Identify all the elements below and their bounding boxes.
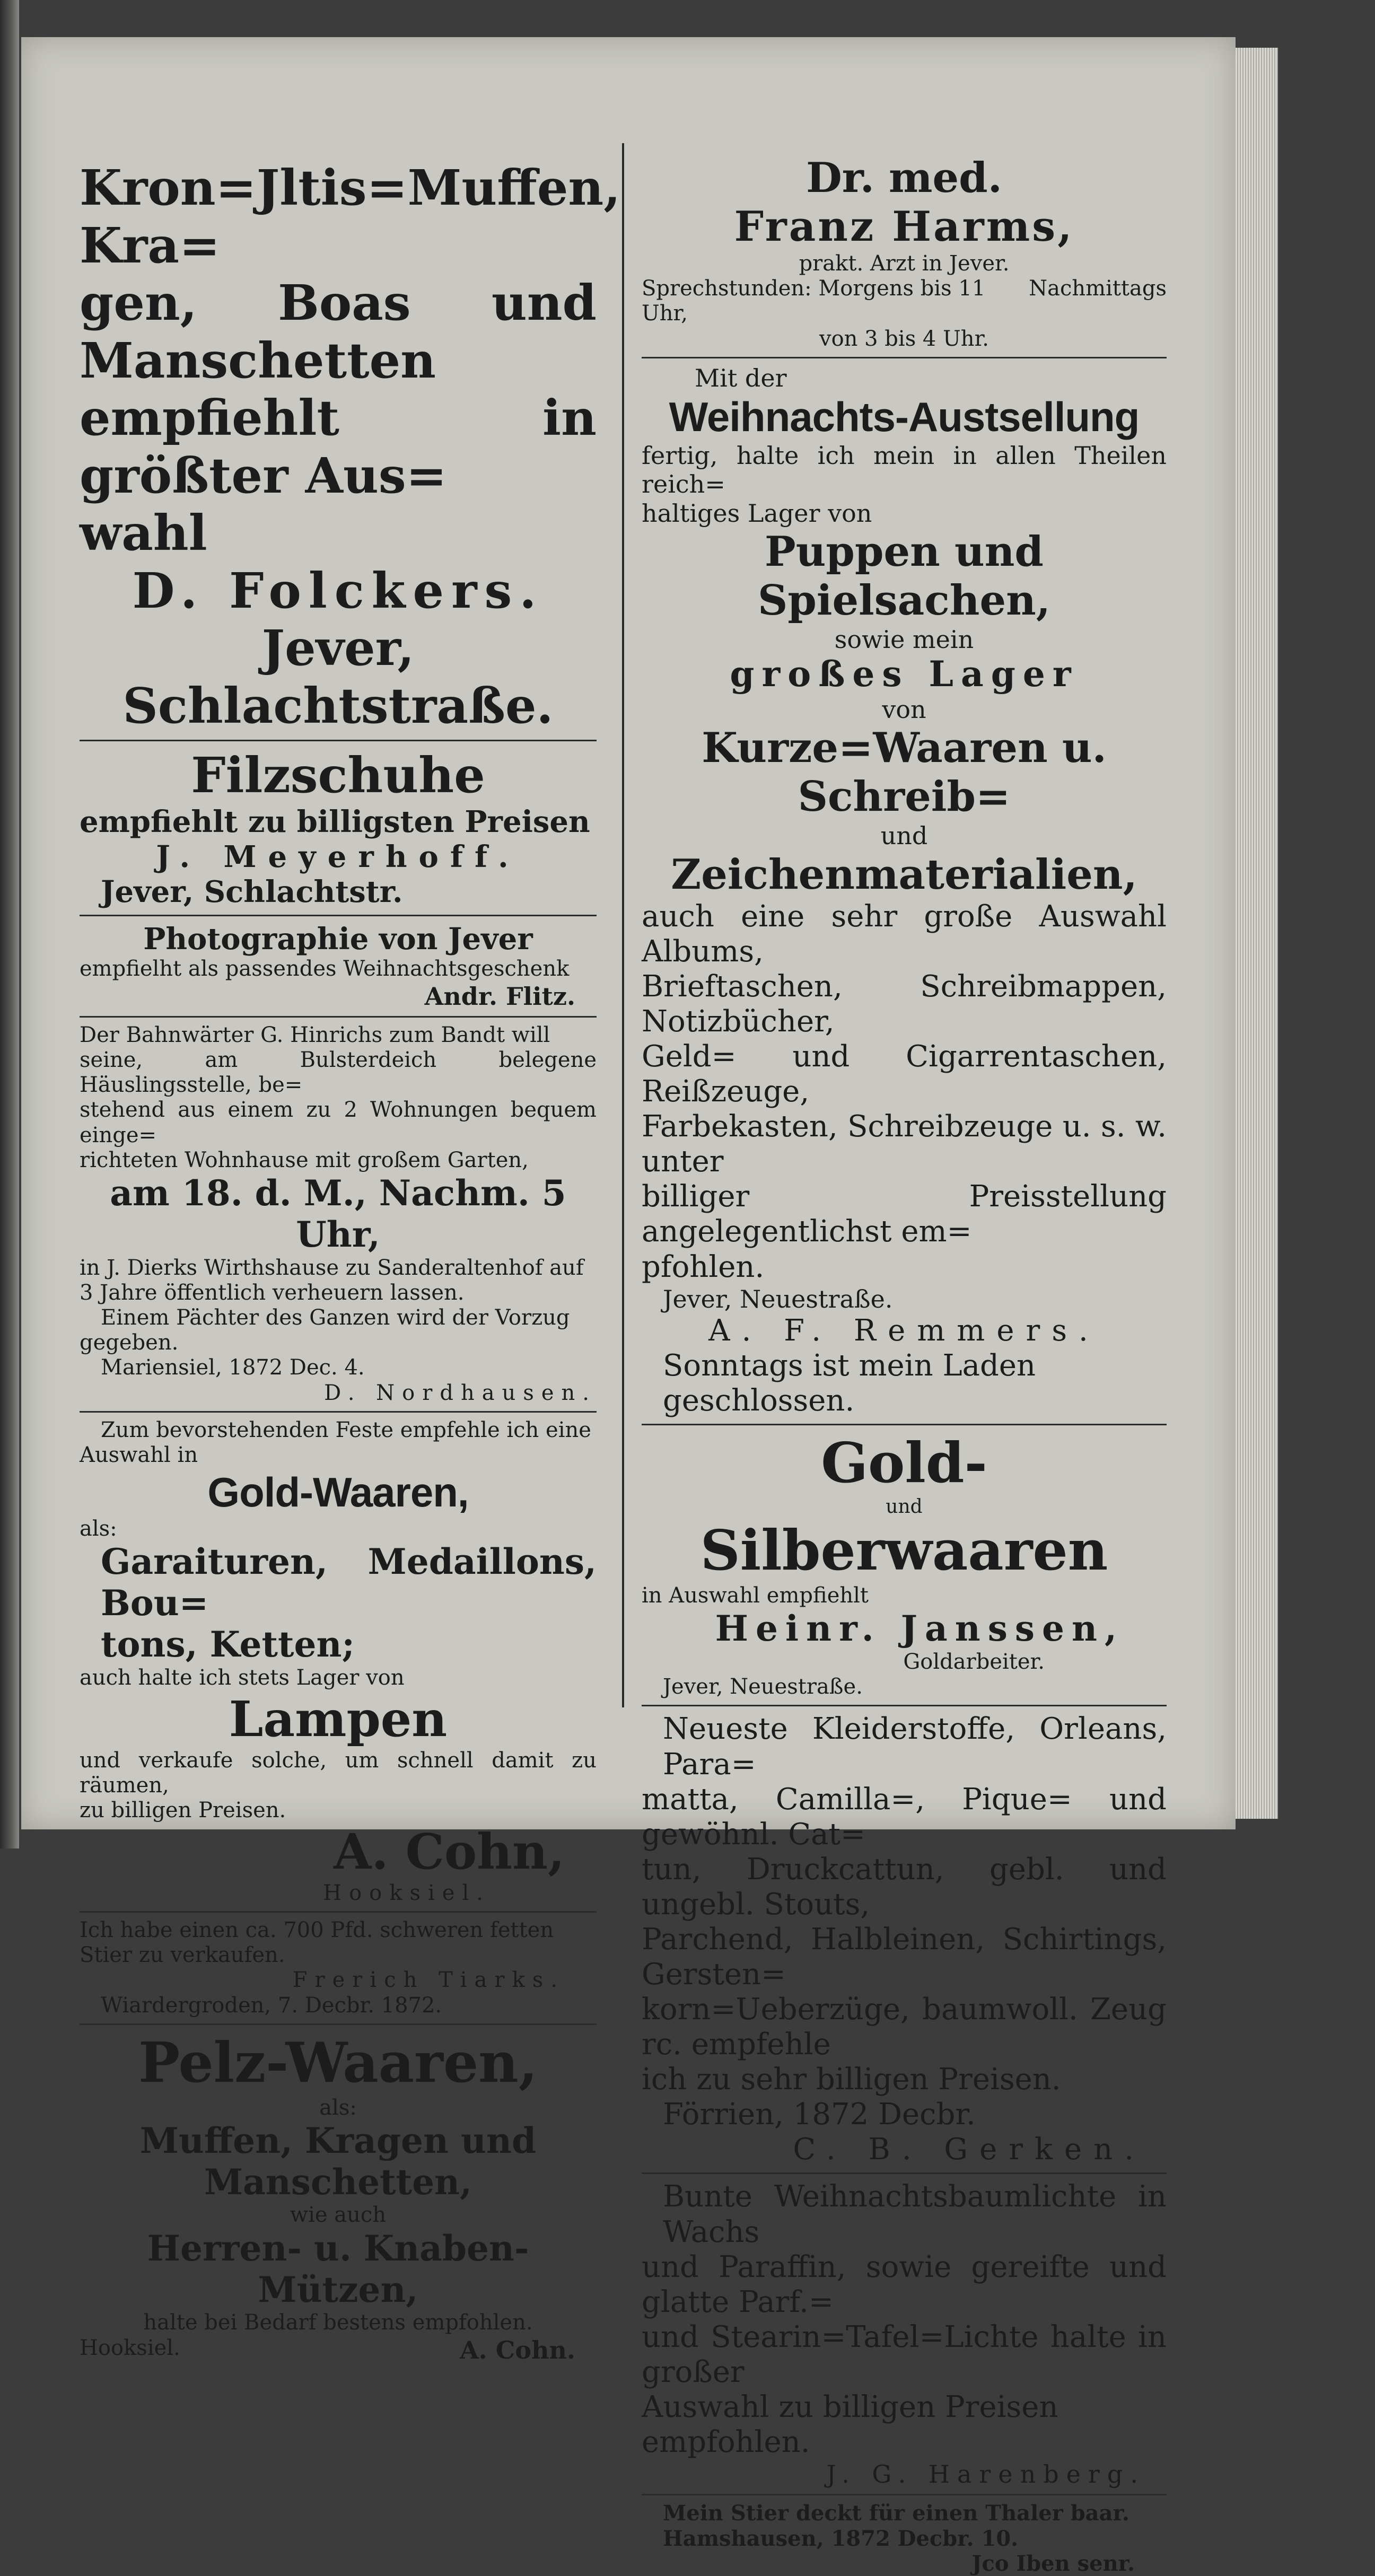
ad-line: Stier zu verkaufen. xyxy=(80,1943,285,1968)
ad-signature: A. F. Remmers. xyxy=(708,1313,1100,1348)
ad-separator xyxy=(642,2172,1167,2174)
ad-headline: Puppen und Spielsachen, xyxy=(758,527,1050,625)
ad-line: Herren- u. Knaben-Mützen, xyxy=(147,2227,529,2310)
ad-line: Mit der xyxy=(695,363,787,392)
ad-headline: Weihnachts-Austsellung xyxy=(669,393,1140,441)
ad-separator xyxy=(642,2494,1167,2495)
ad-role: prakt. Arzt in Jever. xyxy=(799,251,1010,276)
ad-line: Einem Pächter des Ganzen wird der Vorzug xyxy=(101,1305,570,1330)
ad-note: Sonntags ist mein Laden geschlossen. xyxy=(663,1348,1036,1418)
ad-line: stehend aus einem zu 2 Wohnungen bequem einge= xyxy=(80,1098,597,1147)
ad-place-date: Förrien, 1872 Decbr. xyxy=(663,2097,976,2132)
ad-line: als: xyxy=(80,1517,117,1541)
ad-line: gegeben. xyxy=(80,1330,179,1355)
ad-iben xyxy=(642,2501,1167,2576)
ad-signature: J. Meyerhoff. xyxy=(156,839,520,875)
ad-address: Jever, Neuestraße. xyxy=(663,1284,893,1313)
ad-headline: Zeichenmaterialien, xyxy=(671,850,1137,899)
ad-gold-waaren-cohn xyxy=(80,1418,597,1906)
ad-line: und verkaufe solche, um schnell damit zu räumen, xyxy=(80,1748,597,1798)
ad-address: Jever, Schlachtstraße. xyxy=(122,619,554,734)
ad-bahnwaerter xyxy=(80,1023,597,1406)
ad-line: Parchend, Halbleinen, Schirtings, Gersten= xyxy=(642,1922,1167,1992)
ad-line: Hamshausen, 1872 Decbr. 10. xyxy=(663,2526,1019,2551)
ad-signature: Jco Iben senr. xyxy=(971,2551,1135,2576)
ad-line: 3 Jahre öffentlich verheuern lassen. xyxy=(80,1280,465,1305)
ad-line: Bunte Weihnachtsbaumlichte in Wachs xyxy=(663,2179,1167,2249)
ad-line: Mein Stier deckt für einen Thaler baar. xyxy=(663,2501,1129,2526)
ad-signature: Heinr. Janssen, xyxy=(715,1608,1124,1650)
ad-signature: D. Nordhausen. xyxy=(324,1380,597,1405)
ad-line: großes Lager xyxy=(730,653,1079,695)
ad-line: tun, Druckcattun, gebl. und ungebl. Stouts, xyxy=(642,1852,1167,1922)
book-spine-shadow xyxy=(0,0,19,1848)
ad-footer-row xyxy=(80,2336,597,2364)
ad-address: Jever, Neuestraße. xyxy=(663,1675,863,1699)
ad-separator xyxy=(80,1411,597,1413)
ad-line: Auswahl zu billigen Preisen empfohlen. xyxy=(642,2389,1058,2459)
ad-line: ich zu sehr billigen Preisen. xyxy=(642,2062,1061,2097)
ad-signature: J. G. Harenberg. xyxy=(826,2460,1145,2489)
ad-line: richteten Wohnhause mit großem Garten, xyxy=(80,1147,529,1172)
ad-separator xyxy=(642,1705,1167,1706)
ad-dr-harms xyxy=(642,154,1167,352)
ad-line: Zum bevorstehenden Feste empfehle ich eine xyxy=(101,1417,591,1442)
ad-line: halte bei Bedarf bestens empfohlen. xyxy=(143,2310,533,2335)
ad-separator xyxy=(80,1016,597,1018)
ad-signature: D. Folckers. xyxy=(132,562,544,619)
ad-hours: Nachmittags xyxy=(1029,276,1167,301)
ad-line: Der Bahnwärter G. Hinrichs zum Bandt will xyxy=(80,1022,550,1047)
ad-separator xyxy=(80,1911,597,1913)
ad-line: pfohlen. xyxy=(642,1249,765,1284)
ad-separator xyxy=(80,2023,597,2025)
ad-line: von xyxy=(882,695,926,724)
right-column xyxy=(642,154,1167,2576)
ad-line: empfiehlt in größter Aus= xyxy=(80,389,597,504)
ad-address: Jever, Schlachtstr. xyxy=(101,874,403,910)
ad-gerken xyxy=(642,1712,1167,2167)
ad-separator xyxy=(642,1424,1167,1425)
ad-signature: A. Cohn. xyxy=(460,2335,575,2364)
ad-line: Muffen, Kragen und Manschetten, xyxy=(139,2119,537,2203)
ad-headline: Kurze=Waaren u. Schreib= xyxy=(702,724,1107,821)
ad-line: tons, Ketten; xyxy=(101,1624,355,1666)
ad-line: als: xyxy=(319,2095,357,2120)
ad-signature: A. Cohn, xyxy=(334,1823,565,1881)
ad-name: Franz Harms, xyxy=(734,203,1074,251)
ad-separator xyxy=(80,915,597,916)
ad-line: sowie mein xyxy=(834,625,974,654)
ad-place: Hooksiel. xyxy=(80,2335,180,2360)
ad-line: Kron=Jltis=Muffen, Kra= xyxy=(80,159,621,274)
ad-hours-row xyxy=(642,276,1167,326)
ad-separator xyxy=(642,357,1167,358)
ad-line: empfielht als passendes Weihnachtsgeschenk xyxy=(80,957,570,982)
ad-line: und Paraffin, sowie gereifte und glatte Parf.= xyxy=(642,2249,1167,2319)
ad-line: seine, am Bulsterdeich belegene Häuslingsstelle, be= xyxy=(80,1047,597,1098)
ad-line: und Stearin=Tafel=Lichte halte in großer xyxy=(642,2319,1167,2389)
ad-line: Geld= und Cigarrentaschen, Reißzeuge, xyxy=(642,1039,1167,1109)
ad-line: Farbekasten, Schreibzeuge u. s. w. unter xyxy=(642,1109,1167,1179)
ad-headline: Gold- xyxy=(821,1430,987,1496)
ad-line: auch halte ich stets Lager von xyxy=(80,1666,405,1690)
ad-line: gen, Boas und Manschetten xyxy=(80,274,597,389)
ad-line: empfiehlt zu billigsten Preisen xyxy=(80,804,590,840)
ad-line: Brieftaschen, Schreibmappen, Notizbücher, xyxy=(642,969,1167,1039)
ad-headline: Silberwaaren xyxy=(700,1518,1108,1583)
ad-pelz-waaren xyxy=(80,2030,597,2364)
ad-kron-iltis-muffen xyxy=(80,159,621,734)
ad-line: Garaituren, Medaillons, Bou= xyxy=(101,1541,597,1624)
ad-line: und xyxy=(886,1495,923,1518)
ad-line: und xyxy=(880,821,928,851)
ad-date-line: am 18. d. M., Nachm. 5 Uhr, xyxy=(110,1172,566,1255)
ad-line: auch eine sehr große Auswahl Albums, xyxy=(642,899,1167,969)
ad-harenberg xyxy=(642,2179,1167,2489)
ad-line: billiger Preisstellung angelegentlichst em= xyxy=(642,1179,1167,1249)
ad-signature: C. B. Gerken. xyxy=(793,2132,1145,2167)
ad-place-date: Wiardergroden, 7. Decbr. 1872. xyxy=(101,1993,442,2018)
ad-photographie xyxy=(80,922,597,1011)
left-column xyxy=(80,159,621,2364)
ad-headline: Pelz-Waaren, xyxy=(138,2029,538,2095)
ad-place-date: Mariensiel, 1872 Dec. 4. xyxy=(101,1355,365,1380)
ad-janssen xyxy=(642,1431,1167,1699)
ad-line: Neueste Kleiderstoffe, Orleans, Para= xyxy=(663,1712,1167,1782)
ad-signature: Andr. Flitz. xyxy=(424,982,575,1011)
ad-separator xyxy=(80,740,597,741)
ad-line: fertig, halte ich mein in allen Theilen reich= xyxy=(642,441,1167,499)
ad-line: korn=Ueberzüge, baumwoll. Zeug rc. empfehle xyxy=(642,1992,1167,2062)
ad-line: zu billigen Preisen. xyxy=(80,1798,286,1823)
ad-line: haltiges Lager von xyxy=(642,498,872,528)
ad-line: wahl xyxy=(80,504,207,562)
ad-line: Ich habe einen ca. 700 Pfd. schweren fetten xyxy=(80,1918,554,1943)
ad-signature: Frerich Tiarks. xyxy=(292,1968,565,1993)
ad-line: wie auch xyxy=(290,2203,387,2228)
ad-line: in Auswahl empfiehlt xyxy=(642,1583,869,1608)
ad-role: Goldarbeiter. xyxy=(903,1650,1045,1675)
column-divider xyxy=(622,143,624,1707)
ad-line: Auswahl in xyxy=(80,1442,198,1467)
ad-headline: Lampen xyxy=(229,1690,448,1748)
ad-headline: Photographie von Jever xyxy=(143,922,533,957)
ad-remmers xyxy=(642,364,1167,1418)
ad-headline: Filzschuhe xyxy=(191,747,485,804)
ad-title: Dr. med. xyxy=(806,154,1002,202)
page-stack-edge xyxy=(1236,48,1278,1819)
ad-stier-tiarks xyxy=(80,1918,597,2018)
ad-headline: Gold-Waaren, xyxy=(207,1469,469,1516)
ad-filzschuhe xyxy=(80,747,597,909)
ad-hours: Sprechstunden: Morgens bis 11 Uhr, xyxy=(642,276,986,326)
ad-hours: von 3 bis 4 Uhr. xyxy=(819,326,989,351)
ad-line: in J. Dierks Wirthshause zu Sanderaltenhof auf xyxy=(80,1255,584,1280)
ad-place: Hooksiel. xyxy=(323,1880,491,1905)
ad-line: matta, Camilla=, Pique= und gewöhnl. Cat= xyxy=(642,1782,1167,1852)
